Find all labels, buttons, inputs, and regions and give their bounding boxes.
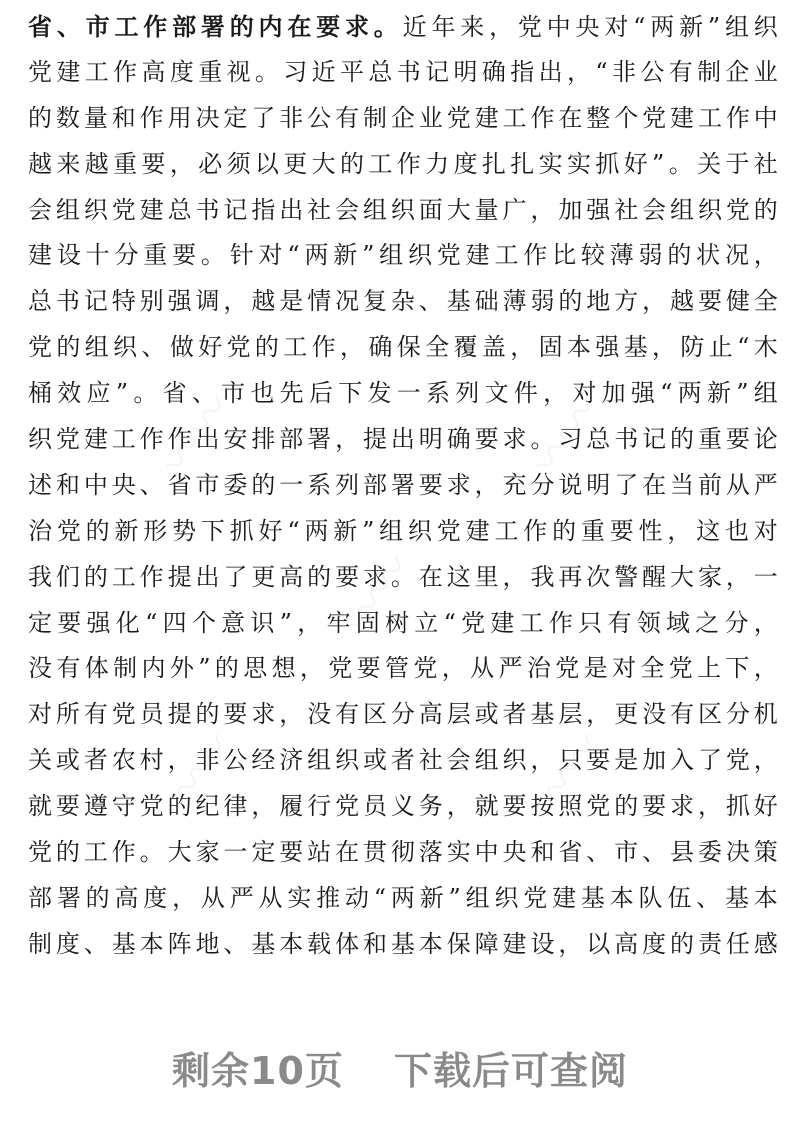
line-text: 没有体制内外”的思想，党要管党，从严治党是对全党上下， bbox=[28, 654, 778, 683]
text-line bbox=[28, 233, 778, 279]
text-line bbox=[28, 784, 778, 830]
text-line bbox=[28, 188, 778, 234]
remaining-pages-text: 剩余10页 bbox=[172, 1049, 344, 1093]
text-line bbox=[28, 555, 778, 601]
text-line bbox=[28, 142, 778, 188]
text-line bbox=[28, 279, 778, 325]
text-line bbox=[28, 692, 778, 738]
text-line bbox=[28, 4, 778, 50]
text-line bbox=[28, 325, 778, 371]
text-line bbox=[28, 601, 778, 647]
line-text: 的数量和作用决定了非公有制企业党建工作在整个党建工作中 bbox=[28, 103, 778, 132]
text-line bbox=[28, 738, 778, 784]
section-heading: 省、市工作部署的内在要求。 bbox=[28, 12, 403, 41]
watermark: 〰〰 bbox=[151, 723, 244, 826]
watermark: 〰〰 bbox=[151, 383, 244, 486]
line-text: 对所有党员提的要求，没有区分高层或者基层，更没有区分机 bbox=[28, 700, 778, 729]
body-text bbox=[28, 4, 778, 968]
line-text: 近年来，党中央对“两新”组织 bbox=[402, 13, 778, 41]
line-text: 治党的新形势下抓好“两新”组织党建工作的重要性，这也对 bbox=[28, 516, 778, 545]
line-text: 就要遵守党的纪律，履行党员义务，就要按照党的要求，抓好 bbox=[28, 792, 778, 821]
download-to-view-text: 下载后可查阅 bbox=[393, 1049, 628, 1093]
text-line bbox=[28, 509, 778, 555]
line-text: 定要强化“四个意识”，牢固树立“党建工作只有领域之分， bbox=[28, 608, 778, 637]
watermark: 〰〰 bbox=[521, 383, 614, 486]
text-line bbox=[28, 417, 778, 463]
text-line bbox=[28, 371, 778, 417]
line-text: 会组织党建总书记指出社会组织面大量广，加强社会组织党的 bbox=[28, 195, 778, 224]
line-text: 越来越重要，必须以更大的工作力度扎扎实实抓好”。关于社 bbox=[28, 149, 778, 178]
line-text: 制度、基本阵地、基本载体和基本保障建设，以高度的责任感 bbox=[28, 929, 778, 958]
text-line bbox=[28, 463, 778, 509]
line-text: 述和中央、省市委的一系列部署要求，充分说明了在当前从严 bbox=[28, 470, 778, 499]
line-text: 桶效应”。省、市也先后下发一系列文件，对加强“两新”组 bbox=[28, 379, 778, 408]
text-line bbox=[28, 96, 778, 142]
line-text: 总书记特别强调，越是情况复杂、基础薄弱的地方，越要健全 bbox=[28, 287, 778, 316]
line-text: 建设十分重要。针对“两新”组织党建工作比较薄弱的状况， bbox=[28, 241, 778, 270]
text-line bbox=[28, 646, 778, 692]
text-line bbox=[28, 922, 778, 968]
text-line bbox=[28, 830, 778, 876]
line-text: 党的工作。大家一定要站在贯彻落实中央和省、市、县委决策 bbox=[28, 838, 778, 867]
line-text: 织党建工作作出安排部署，提出明确要求。习总书记的重要论 bbox=[28, 425, 778, 454]
watermark: 〰〰 bbox=[521, 723, 614, 826]
text-line bbox=[28, 50, 778, 96]
line-text: 我们的工作提出了更高的要求。在这里，我再次警醒大家，一 bbox=[28, 562, 778, 591]
line-text: 部署的高度，从严从实推动“两新”组织党建基本队伍、基本 bbox=[28, 883, 778, 912]
download-prompt[interactable] bbox=[0, 1040, 800, 1095]
text-line bbox=[28, 876, 778, 922]
line-text: 党建工作高度重视。习近平总书记明确指出，“非公有制企业 bbox=[28, 57, 778, 86]
line-text: 关或者农村，非公经济组织或者社会组织，只要是加入了党， bbox=[28, 746, 778, 775]
line-text: 党的组织、做好党的工作，确保全覆盖，固本强基，防止“木 bbox=[28, 333, 778, 362]
watermark: 〰〰 bbox=[331, 543, 424, 646]
